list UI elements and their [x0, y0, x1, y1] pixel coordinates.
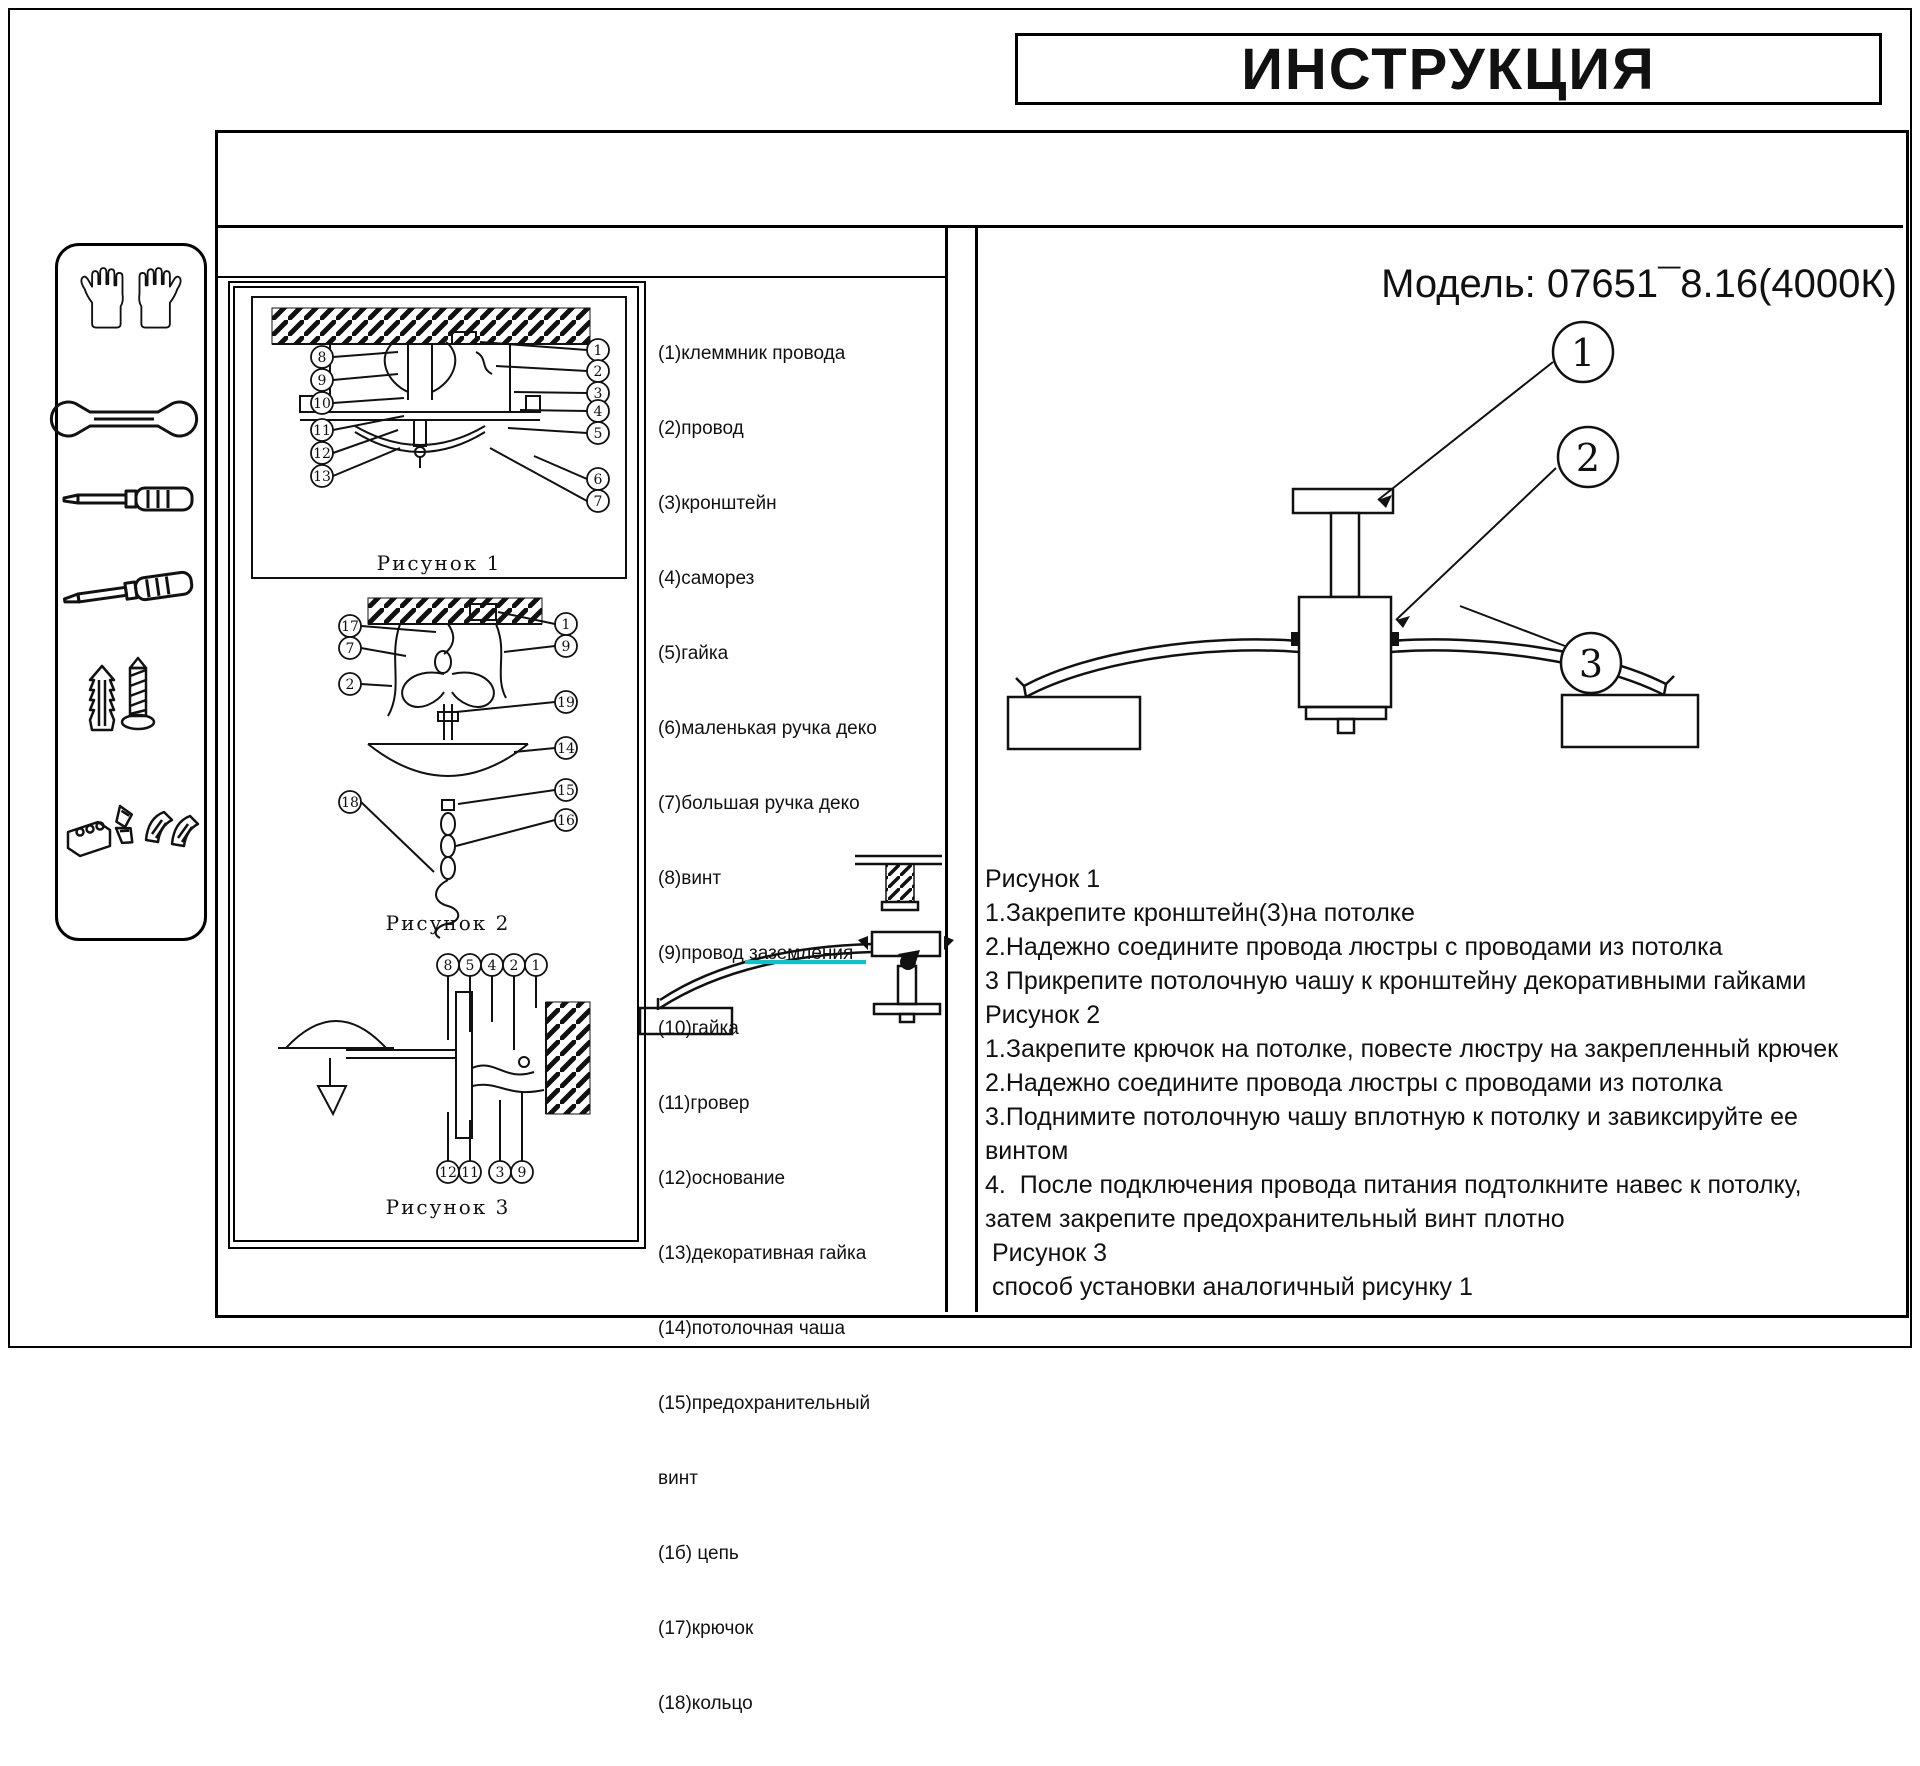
instruction-line: 1.Закрепите кронштейн(3)на потолке [985, 899, 1415, 927]
wrench-icon [51, 402, 196, 436]
callout: 2 [509, 958, 519, 974]
parts-list-item: (2)провод [658, 418, 744, 439]
callout: 3 [593, 386, 603, 402]
callout: 1 [561, 617, 571, 633]
phillips-screwdriver-icon [63, 571, 193, 611]
instruction-line: способ установки аналогичный рисунку 1 [985, 1273, 1473, 1301]
parts-list-item: (17)крючок [658, 1618, 754, 1639]
model-value: 07651¯8.16(4000К) [1546, 262, 1897, 306]
instruction-line: 2.Надежно соедините провода люстры с проводами из потолка [985, 1069, 1723, 1097]
model-line [1381, 262, 1897, 307]
diagram-callout-2: 2 [1575, 436, 1601, 480]
callout: 10 [313, 396, 331, 412]
figure-2-sketch [361, 598, 555, 938]
instruction-line: 4. После подключения провода питания подтолкните навес к потолку, [985, 1171, 1802, 1199]
panel-divider-left [945, 225, 948, 1312]
parts-list-item: (1б) цепь [658, 1543, 739, 1564]
diagram-callout-3: 3 [1578, 642, 1604, 686]
callout: 4 [487, 958, 497, 974]
callout: 15 [557, 783, 575, 799]
parts-list-item: (6)маленькая ручка деко [658, 718, 877, 739]
page-title: ИНСТРУКЦИЯ [1241, 36, 1656, 102]
callout: 5 [465, 958, 475, 974]
callout: 5 [593, 426, 603, 442]
callout: 4 [593, 404, 603, 420]
wall-anchor-and-screw-icon [90, 658, 154, 730]
callout: 11 [461, 1165, 479, 1181]
callout: 14 [557, 741, 575, 757]
callout: 11 [313, 423, 331, 439]
callout: 1 [531, 958, 541, 974]
callout: 2 [593, 364, 603, 380]
callout: 16 [557, 813, 575, 829]
flat-screwdriver-icon [64, 488, 192, 510]
parts-list-item: (13)декоративная гайка [658, 1243, 867, 1264]
callout: 9 [517, 1165, 527, 1181]
callout: 7 [593, 494, 603, 510]
callout: 7 [345, 641, 355, 657]
parts-list-item: (8)винт [658, 868, 722, 889]
instruction-text [985, 862, 1900, 1304]
instruction-line: Рисунок 1 [985, 865, 1101, 893]
instruction-line: Рисунок 2 [985, 1001, 1101, 1029]
parts-list-item: (9)провод заземления [658, 943, 854, 964]
diagram-callout-1: 1 [1570, 331, 1596, 375]
instruction-line: 3.Поднимите потолочную чашу вплотную к потолку и завиксируйте ее [985, 1103, 1798, 1131]
callout: 2 [345, 677, 355, 693]
figures-drawing [228, 281, 642, 1245]
callout: 19 [557, 695, 575, 711]
instruction-line: 3 Прикрепите потолочную чашу к кронштейну декоративными гайками [985, 967, 1807, 995]
small-hardware-parts-icon [68, 806, 198, 856]
instruction-line: 2.Надежно соедините провода люстры с проводами из потолка [985, 933, 1723, 961]
parts-list-item: (10)гайка [658, 1018, 739, 1039]
parts-list-item: (3)кронштейн [658, 493, 777, 514]
tools-sidebar [55, 243, 207, 941]
parts-list-item: (5)гайка [658, 643, 729, 664]
gloves-icon [81, 268, 180, 328]
instruction-line: 1.Закрепите крючок на потолке, повесте люстру на закрепленный крючек [985, 1035, 1839, 1063]
callout: 17 [341, 619, 359, 635]
callout: 6 [593, 472, 603, 488]
top-separator-line [215, 225, 1903, 228]
figure-1-sketch [252, 297, 626, 578]
instruction-line: затем закрепите предохранительный винт плотно [985, 1205, 1565, 1233]
parts-list-item: (1)клеммник провода [658, 343, 846, 364]
figure-1-label: Рисунок 1 [376, 551, 502, 575]
diagram-callout-circles [1553, 322, 1621, 693]
callout: 13 [313, 469, 331, 485]
parts-list-item: (7)большая ручка деко [658, 793, 860, 814]
parts-list-item: (12)основание [658, 1168, 786, 1189]
parts-list-item: (11)гровер [658, 1093, 750, 1114]
parts-list-item: (18)кольцо [658, 1693, 753, 1714]
callout: 12 [439, 1165, 457, 1181]
parts-list-item: (4)саморез [658, 568, 755, 589]
callout-leader-lines [1378, 362, 1565, 646]
chandelier-diagram [975, 315, 1903, 810]
parts-list-item: винт [658, 1468, 698, 1489]
callout: 8 [317, 350, 327, 366]
title-box [1015, 33, 1882, 105]
instruction-line: винтом [985, 1137, 1069, 1165]
callout: 9 [561, 639, 571, 655]
mini-installation-sketch [620, 840, 960, 1030]
parts-list-item: (14)потолочная чаша [658, 1318, 846, 1339]
callout: 12 [313, 446, 331, 462]
left-section-top-line [215, 276, 945, 278]
tools-icons [58, 246, 204, 938]
figure-2-label: Рисунок 2 [385, 911, 511, 935]
callout: 3 [495, 1165, 505, 1181]
callout: 18 [341, 795, 359, 811]
callout: 9 [317, 373, 327, 389]
instruction-line: Рисунок 3 [985, 1239, 1108, 1267]
model-label: Модель: [1381, 262, 1536, 306]
callout: 1 [593, 343, 603, 359]
parts-list-item: (15)предохранительный [658, 1393, 871, 1414]
figure-3-label: Рисунок 3 [385, 1195, 511, 1219]
callout: 8 [443, 958, 453, 974]
figure-3-sketch [278, 976, 590, 1161]
